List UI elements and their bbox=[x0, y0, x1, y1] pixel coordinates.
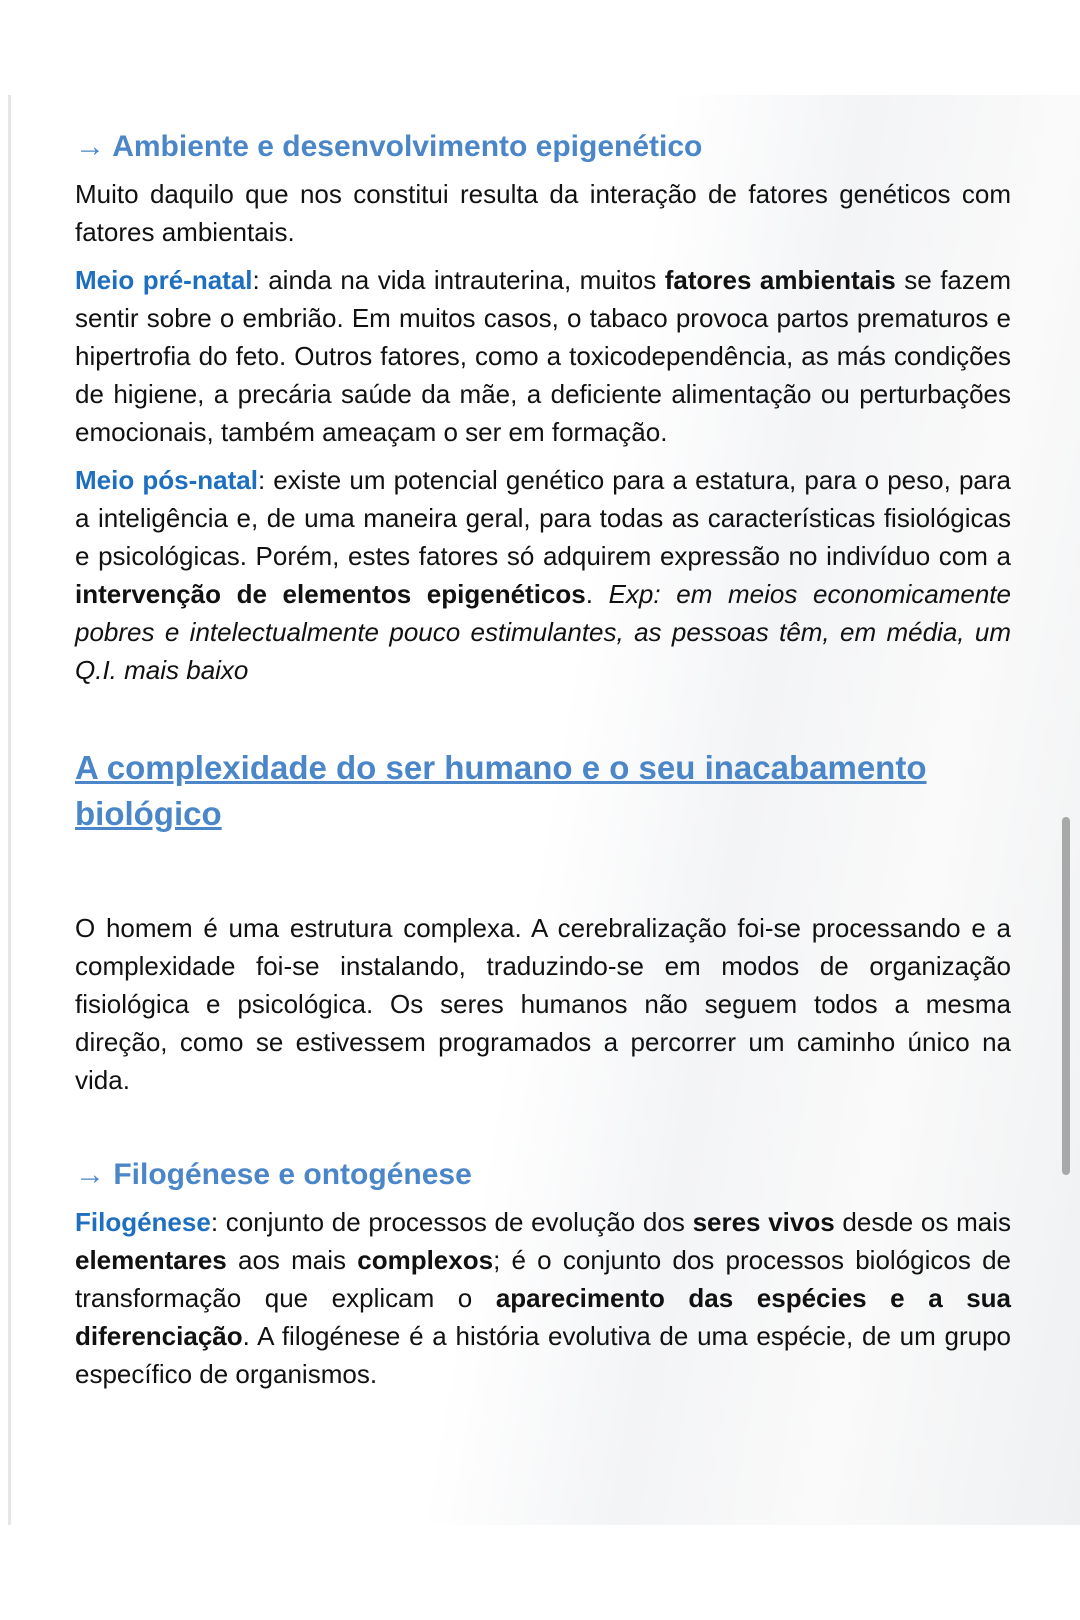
bold-text: elementares bbox=[75, 1245, 227, 1275]
bold-text: aparecimento das espécies e a sua diferenciação bbox=[75, 1283, 1011, 1351]
paragraph-intro: Muito daquilo que nos constitui resulta da interação de fatores genéticos com fatores ambientais. bbox=[75, 179, 1011, 247]
paragraph-filogenese bbox=[75, 1203, 1011, 1393]
label-postnatal: Meio pós-natal bbox=[75, 465, 258, 495]
label-filogenese: Filogénese bbox=[75, 1207, 211, 1237]
paragraph-complexidade: O homem é uma estrutura complexa. A cerebralização foi-se processando e a complexidade foi-se instalando, traduzindo-se em modos de organização fisiológica e psicológica. Os seres humanos não seguem todos a mesma direção, como se estivessem programados a percorrer um caminho único na vida. bbox=[75, 913, 1011, 1095]
heading-complexidade: A complexidade do ser humano e o seu inacabamento biológico bbox=[75, 749, 927, 832]
text: aos mais bbox=[226, 1245, 358, 1275]
paragraph-prenatal bbox=[75, 261, 1011, 451]
text: se fazem sentir sobre o embrião. Em muitos casos, o tabaco provoca partos prematuros e hipertrofia do feto. Outros fatores, como a toxicodependência, as más condições de higiene, a precária saúde da mãe, a deficiente alimentação ou perturbações emocionais, também ameaçam o ser em formação. bbox=[75, 265, 1011, 447]
scrollbar-thumb[interactable] bbox=[1062, 817, 1070, 1175]
text: . bbox=[585, 579, 609, 609]
bold-text: complexos bbox=[357, 1245, 494, 1275]
text: : conjunto de processos de evolução dos bbox=[210, 1207, 693, 1237]
text: ; é o conjunto dos processos biológicos de transformação que explicam o bbox=[75, 1245, 1011, 1313]
bold-text: seres vivos bbox=[692, 1207, 835, 1237]
text: : ainda na vida intrauterina, muitos bbox=[252, 265, 665, 295]
text: . A filogénese é a história evolutiva de uma espécie, de um grupo específico de organismos. bbox=[75, 1321, 1011, 1389]
document-page bbox=[8, 95, 1080, 1525]
example-text: Exp: em meios economicamente pobres e intelectualmente pouco estimulantes, as pessoas têm, em média, um Q.I. mais baixo bbox=[75, 579, 1011, 685]
bold-text: intervenção de elementos epigenéticos bbox=[75, 579, 586, 609]
bold-text: fatores ambientais bbox=[664, 265, 896, 295]
text: : existe um potencial genético para a estatura, para o peso, para a inteligência e, de uma maneira geral, para todas as características fisiológicas e psicológicas. Porém, estes fatores só adquirem expressão no indivíduo com a bbox=[75, 465, 1011, 571]
paragraph-postnatal bbox=[75, 461, 1011, 689]
text: desde os mais bbox=[834, 1207, 1011, 1237]
document-content bbox=[75, 127, 1011, 1403]
heading-ambiente: → Ambiente e desenvolvimento epigenético bbox=[75, 130, 703, 163]
heading-filogenese: → Filogénese e ontogénese bbox=[75, 1158, 472, 1191]
label-prenatal: Meio pré-natal bbox=[75, 265, 253, 295]
